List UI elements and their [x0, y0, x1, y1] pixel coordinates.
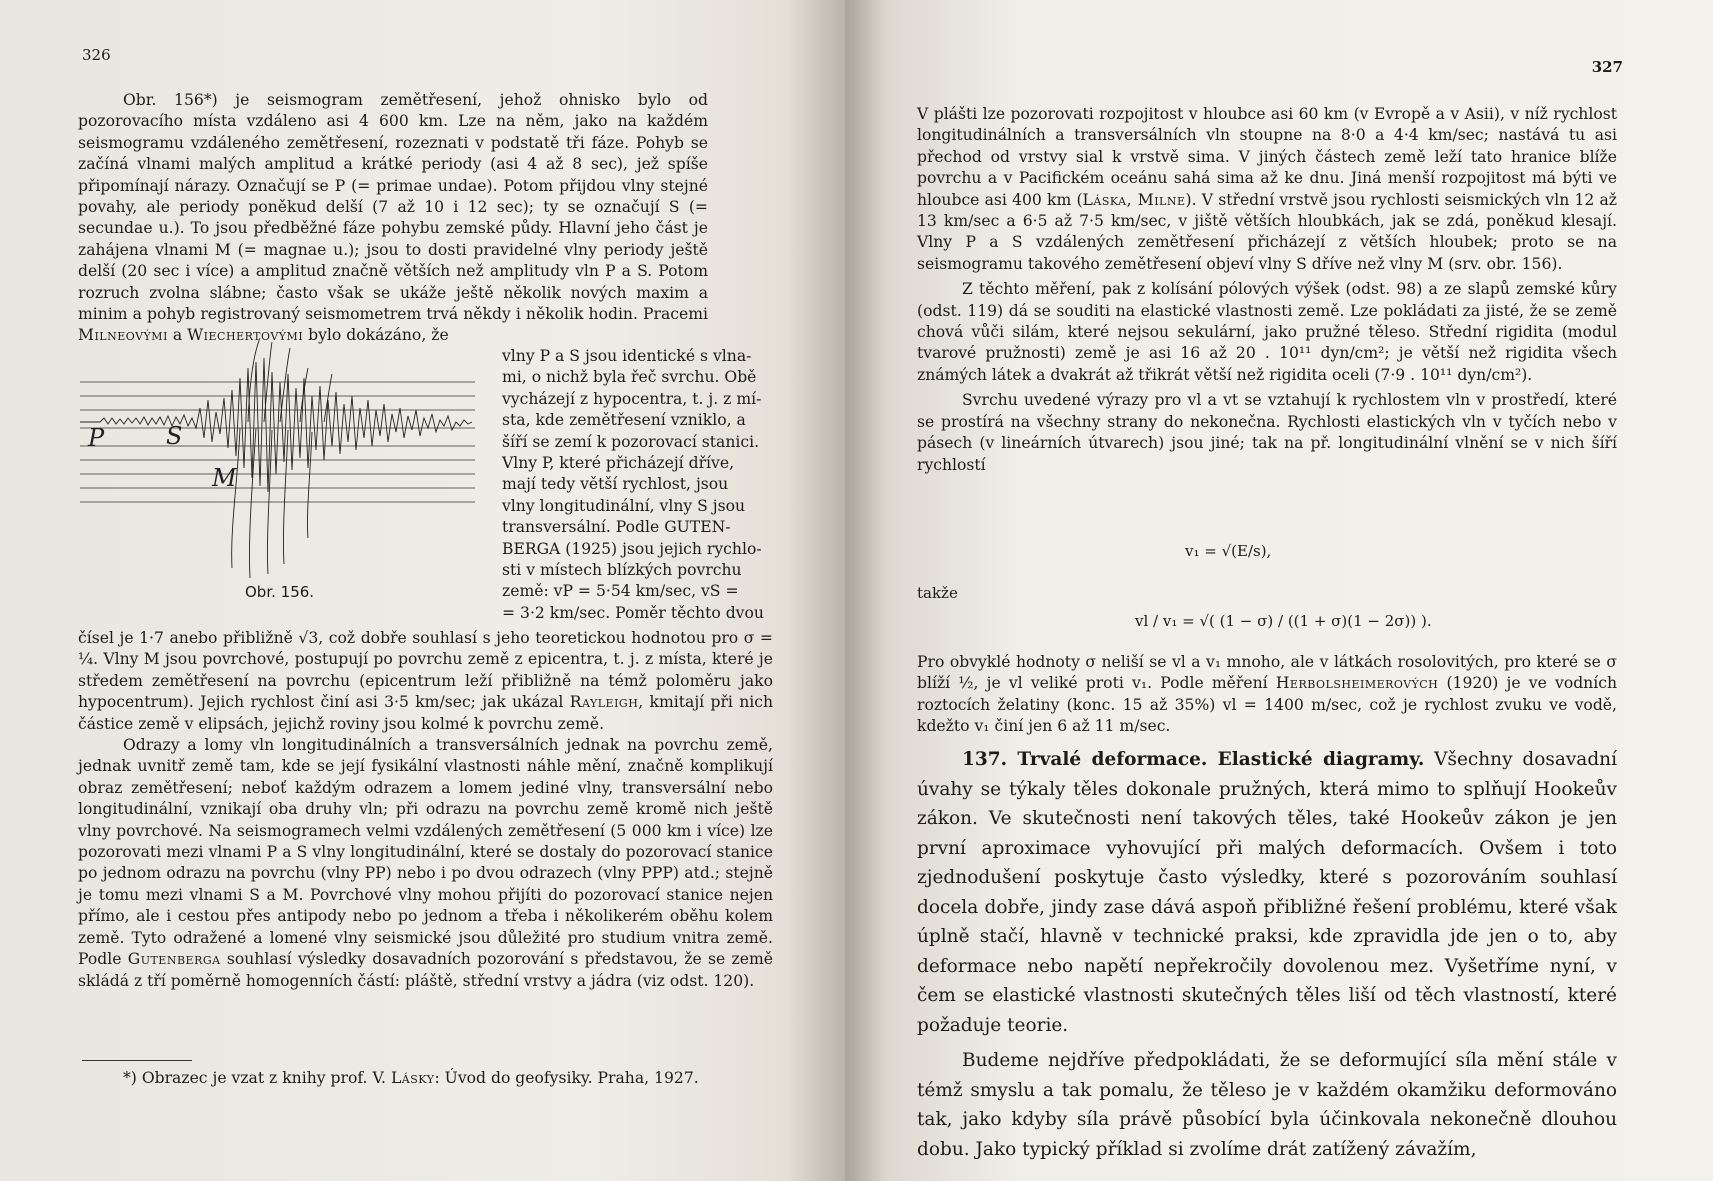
section-137: [917, 745, 1617, 1164]
left-para2-end: , kmitají při nich částice země v elipsách, jejichž roviny jsou kolmé k povrchu země.: [78, 693, 773, 733]
side-line: Vlny P, které přicházejí dříve,: [502, 454, 735, 473]
author-herbolsheimer: Herbolsheimerových: [1275, 674, 1439, 693]
label-M: M: [212, 464, 237, 492]
side-line: mi, o nichž byla řeč svrchu. Obě: [502, 368, 757, 387]
page-number-left: 326: [82, 46, 111, 64]
side-line: = 3·2 km/sec. Poměr těchto dvou: [502, 603, 764, 622]
author-gutenberg: Gutenberga: [127, 950, 221, 969]
footnote-text-a: *) Obrazec je vzat z knihy prof. V.: [123, 1069, 386, 1087]
side-line: mají tedy větší rychlost, jsou: [502, 475, 729, 494]
side-line: vlny longitudinální, vlny S jsou: [502, 496, 746, 515]
label-S: S: [166, 422, 183, 450]
left-para2-text: čísel je 1·7 anebo přibližně √3, což dobře souhlasí s jeho teoretickou hodnotou pro σ = ¼. Vlny M jsou povrchové, postupují po povrchu země z epicentra, t. j. z místa, které je středem zemětřesení na povrchu (epicentrum leží přibližně na témž poloměru jako hypocentrum). Jejich rychlost činí asi 3·5 km/sec; jak ukázal: [78, 629, 773, 712]
left-paragraph-2: [78, 628, 773, 992]
right-para4-text: Pro obvyklé hodnoty σ neliší se vl a v₁ mnoho, ale v látkách rosolovitých, pro které se σ blíží ½, je vl veliké proti v₁. Podle měření: [917, 653, 1617, 693]
page-number-right: 327: [1591, 58, 1623, 76]
author-laska: Lásky: [390, 1069, 435, 1087]
left-para1-and: a: [172, 326, 183, 345]
footnote: [78, 1068, 773, 1089]
left-para3-end: souhlasí výsledky dosavadních pozorování s představou, že se země skládá z tří poměrně homogenních částí: pláště, střední vrstvy a jádra (viz odst. 120).: [78, 950, 773, 990]
authors-laska-milne: Láska, Milne: [1082, 190, 1186, 209]
left-side-text: [502, 346, 774, 624]
side-line: BERGA (1925) jsou jejich rychlo-: [502, 539, 762, 558]
equation-2: vl / v₁ = √( (1 − σ) / ((1 + σ)(1 − 2σ)) ).: [1135, 612, 1432, 630]
right-paragraph-4: [917, 652, 1617, 738]
side-line: šíří se zemí k pozorovací stanici.: [502, 432, 760, 451]
right-para1-text: V plášti lze pozorovati rozpojitost v hloubce asi 60 km (v Evropě a v Asii), v níž rychlost longitudinálních a transversálních vln stoupne na 8·0 a 4·4 km/sec; nastává tu asi přechod od vrstvy sial k vrstvě sima. V jiných částech země leží tato hranice blíže povrchu a v Pacifickém oceánu sahá sima až ke dnu. Jiná menší rozpojitost má býti ve hloubce asi 400 km (: [917, 105, 1617, 209]
author-milne: Milneovými: [78, 326, 168, 345]
takze-word: takže: [917, 584, 958, 602]
left-para1-text: Obr. 156*) je seismogram zemětřesení, jehož ohnisko bylo od pozorovacího místa vzdáleno asi 4 600 km. Lze na něm, jako na každém seismogramu vzdáleného zemětřesení, rozeznati v podstatě tři fáze. Pohyb se začíná vlnami malých amplitud a krátké periody (asi 4 až 8 sec), jež spíše připomínají nárazy. Označují se P (= primae undae). Potom přijdou vlny stejné povahy, ale periody poněkud delší (7 až 10 i 12 sec); ty se označují S (= secundae u.). To jsou předběžné fáze pohybu zemské půdy. Hlavní jeho část je zahájena vlnami M (= magnae u.); jsou to dosti pravidelné vlny periody ještě delší (20 sec i více) a amplitud značně větších než amplitudy vln P a S. Potom rozruch zvolna slábne; často však se ukáže ještě několik nových maxim a minim a pohyb registrovaný seismometrem trvá někdy i několik hodin. Pracemi: [78, 91, 708, 324]
author-wiechert: Wiechertovými: [187, 326, 304, 345]
right-para3-text: Svrchu uvedené výrazy pro vl a vt se vztahují k rychlostem vln v prostředí, které se prostírá na všechny strany do nekonečna. Rychlosti elastických vln v tyčích nebo v pásech (v lineárních útvarech) jsou jiné; tak na př. longitudinální vlnění se v nich šíří rychlostí: [917, 391, 1617, 474]
side-line: vlny P a S jsou identické s vlna-: [502, 347, 752, 365]
author-rayleigh: Rayleigh: [569, 693, 639, 712]
left-paragraph-1: [78, 90, 708, 347]
seismogram-figure: [80, 338, 490, 588]
left-page: [0, 0, 845, 1181]
seismogram-drawing: [80, 338, 490, 588]
section-text: Všechny dosavadní úvahy se týkaly těles dokonale pružných, která mimo to splňují Hookeův zákon. Ve skutečnosti není takových těles, také Hookeův zákon je jen první aproximace vyhovující při malých deformacích. Ovšem i toto zjednodušení poskytuje často výsledky, které s pozorováním souhlasí docela dobře, jindy zase dává aspoň přibližné řešení problému, které však úplně stačí, hlavně v technické praksi, kde zpravidla jde jen o to, aby deformace nebo napětí nepřekročily dovolenou mez. Vyšetříme nyní, v čem se elastické vlastnosti skutečných těles liší od těch vlastností, které požaduje teorie.: [917, 749, 1618, 1036]
side-line: transversální. Podle GUTEN-: [502, 518, 731, 537]
section-title: 137. Trvalé deformace. Elastické diagramy.: [962, 749, 1425, 770]
last-paragraph: Budeme nejdříve předpokládati, že se deformující síla mění stále v témž smyslu a tak pomalu, že těleso je v každém okamžiku deformováno tak, jako kdyby síla právě působící byla účinkovala nekonečně dlouhou dobu. Jako typický příklad si zvolíme drát zatížený závažím,: [917, 1050, 1617, 1160]
side-line: sti v místech blízkých povrchu: [502, 561, 742, 580]
left-para1-end: bylo dokázáno, že: [308, 326, 449, 345]
footnote-rule: [82, 1060, 192, 1061]
right-para2-text: Z těchto měření, pak z kolísání pólových výšek (odst. 98) a ze slapů zemské kůry (odst. 119) dá se souditi na elastické vlastnosti země. Lze pokládati za jisté, že se země chová vůči silám, které nejsou sekulární, jako pružné těleso. Střední rigidita (modul tvarové pružnosti) země je asi 16 až 20 . 10¹¹ dyn/cm²; je větší než rigidita všech známých látek a dvakrát až třikrát větší než rigidita oceli (7·9 . 10¹¹ dyn/cm²).: [917, 280, 1617, 384]
left-para3-text: Odrazy a lomy vln longitudinálních a transversálních jednak na povrchu země, jednak uvnitř země tam, kde se její fysikální vlastnosti náhle mění, značně komplikují obraz zemětřesení; neboť každým odrazem a lomem jediné vlny, transversální nebo longitudinální, vznikají oba druhy vln; při odrazu na povrchu země kromě nich ještě vlny povrchové. Na seismogramech velmi vzdálených zemětřesení (5 000 km i více) lze pozorovati mezi vlnami P a S vlny longitudinální, které se dostaly do pozorovací stanice po jednom odrazu na povrchu (vlny PP) nebo i po dvou odrazech (vlny PPP) atd.; stejně je tomu mezi vlnami S a M. Povrchové vlny mohou přijíti do pozorovací stanice nejen přímo, ale i cestou přes antipody nebo po jednom a třeba i několikerém oběhu kolem země. Tyto odražené a lomené vlny seismické jsou důležité pro studium vnitra země. Podle: [78, 736, 773, 969]
label-P: P: [88, 424, 105, 452]
side-line: země: vP = 5·54 km/sec, vS =: [502, 582, 739, 601]
footnote-text-b: : Úvod do geofysiky. Praha, 1927.: [434, 1069, 699, 1087]
right-paragraph-1: [917, 104, 1617, 476]
side-line: sta, kde zemětřesení vzniklo, a: [502, 411, 746, 430]
right-page: [845, 0, 1713, 1181]
equation-1: v₁ = √(E/s),: [1185, 542, 1272, 560]
side-line: vycházejí z hypocentra, t. j. z mí-: [502, 389, 762, 408]
figure-caption: Obr. 156.: [245, 583, 315, 601]
right-para1-end: ). V střední vrstvě jsou rychlosti seismických vln 12 až 13 km/sec a 6·5 až 7·5 km/sec, v jiště větších hloubkách, jak se zdá, poněkud klesají. Vlny P a S vzdálených zemětřesení přicházejí z větších hloubek; proto se na seismogramu takového zemětřesení objeví vlny S dříve než vlny M (srv. obr. 156).: [917, 190, 1617, 273]
right-para4-end: (1920) je ve vodních roztocích želatiny (konc. 15 až 35%) vl = 1400 m/sec, což je rychlost zvuku ve vodě, kdežto v₁ činí jen 6 až 11 m/sec.: [917, 674, 1617, 736]
